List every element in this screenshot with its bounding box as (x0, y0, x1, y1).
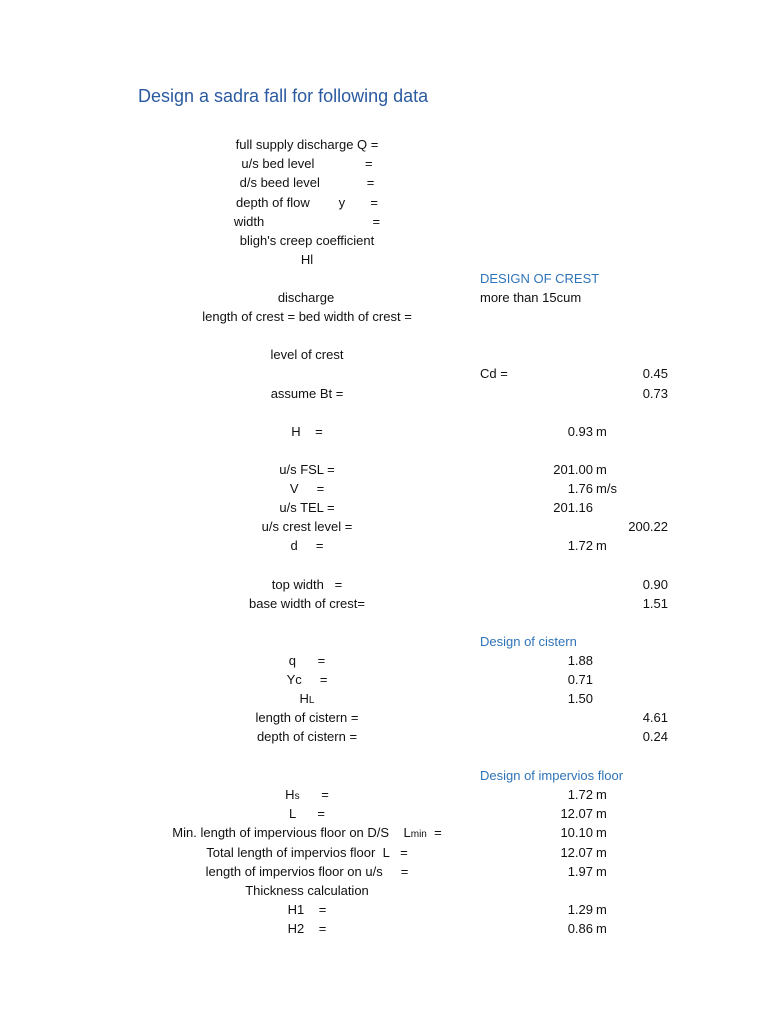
h-label: H = (291, 424, 323, 439)
velocity-value: 1.76 (567, 481, 593, 496)
hs-unit: m (596, 787, 607, 802)
l-value: 12.07 (560, 806, 593, 821)
hl-main: H (299, 691, 309, 706)
hs-label (285, 787, 329, 805)
us-fsl-unit: m (596, 462, 607, 477)
hl-value: 1.50 (567, 691, 593, 706)
h1-label: H1 = (287, 902, 327, 917)
hl-sub: L (308, 695, 315, 706)
length-of-cistern-label: length of cistern = (255, 710, 359, 725)
h1-value: 1.29 (567, 902, 593, 917)
h-unit: m (596, 424, 607, 439)
d-label: d = (290, 538, 324, 553)
min-eq: = (426, 825, 442, 840)
length-of-cistern-value: 4.61 (642, 710, 668, 725)
hs-value: 1.72 (567, 787, 593, 802)
thickness-calc-label: Thickness calculation (245, 883, 369, 898)
hs-main: H (285, 787, 295, 802)
us-bed-level-label: u/s bed level = (241, 156, 373, 171)
depth-of-flow-label: depth of flow y = (236, 195, 378, 210)
bt-value: 0.73 (642, 386, 668, 401)
hs-eq: = (299, 787, 329, 802)
cd-value: 0.45 (642, 366, 668, 381)
q-label: q = (288, 653, 326, 668)
us-crest-level-value: 200.22 (628, 519, 668, 534)
width-label: width = (233, 214, 381, 229)
full-supply-discharge-label: full supply discharge Q = (235, 137, 379, 152)
top-width-label: top width = (271, 577, 343, 592)
h2-value: 0.86 (567, 921, 593, 936)
total-length-unit: m (596, 845, 607, 860)
d-unit: m (596, 538, 607, 553)
discharge-value: more than 15cum (480, 290, 582, 305)
us-crest-level-label: u/s crest level = (261, 519, 353, 534)
h2-unit: m (596, 921, 607, 936)
us-floor-length-value: 1.97 (567, 864, 593, 879)
velocity-label: V = (289, 481, 325, 496)
min-length-value: 10.10 (560, 825, 593, 840)
base-width-label: base width of crest= (249, 596, 365, 611)
us-tel-label: u/s TEL = (279, 500, 335, 515)
base-width-value: 1.51 (642, 596, 668, 611)
q-value: 1.88 (567, 653, 593, 668)
assume-bt-label: assume Bt = (270, 386, 344, 401)
depth-of-cistern-value: 0.24 (642, 729, 668, 744)
discharge-label: discharge (277, 290, 335, 305)
min-length-unit: m (596, 825, 607, 840)
l-unit: m (596, 806, 607, 821)
blighs-creep-label: bligh's creep coefficient (239, 233, 375, 248)
floor-section-heading: Design of impervios floor (480, 768, 624, 783)
crest-section-heading: DESIGN OF CREST (480, 271, 600, 286)
min-length-label (172, 825, 441, 843)
l-label: L = (288, 806, 326, 821)
hl-cistern-label (300, 691, 315, 709)
us-fsl-value: 201.00 (553, 462, 593, 477)
yc-label: Yc = (286, 672, 328, 687)
min-sub: min (410, 829, 427, 840)
level-of-crest-label: level of crest (270, 347, 344, 362)
total-length-label: Total length of impervios floor L = (206, 845, 408, 860)
hl-label: Hl (300, 252, 314, 267)
page-title: Design a sadra fall for following data (138, 86, 429, 106)
velocity-unit: m/s (596, 481, 617, 496)
us-floor-length-unit: m (596, 864, 607, 879)
length-of-crest-label: length of crest = bed width of crest = (202, 309, 412, 324)
h1-unit: m (596, 902, 607, 917)
cistern-section-heading: Design of cistern (480, 634, 577, 649)
ds-bed-level-label: d/s beed level = (239, 175, 375, 190)
us-fsl-label: u/s FSL = (279, 462, 335, 477)
total-length-value: 12.07 (560, 845, 593, 860)
us-tel-value: 201.16 (553, 500, 593, 515)
h-value: 0.93 (567, 424, 593, 439)
us-floor-length-label: length of impervios floor on u/s = (205, 864, 409, 879)
cd-label: Cd = (480, 366, 508, 381)
d-value: 1.72 (567, 538, 593, 553)
depth-of-cistern-label: depth of cistern = (256, 729, 358, 744)
h2-label: H2 = (287, 921, 327, 936)
top-width-value: 0.90 (642, 577, 668, 592)
hs-sub: s (294, 791, 300, 802)
yc-value: 0.71 (567, 672, 593, 687)
min-main: Min. length of impervious floor on D/S L (172, 825, 411, 840)
